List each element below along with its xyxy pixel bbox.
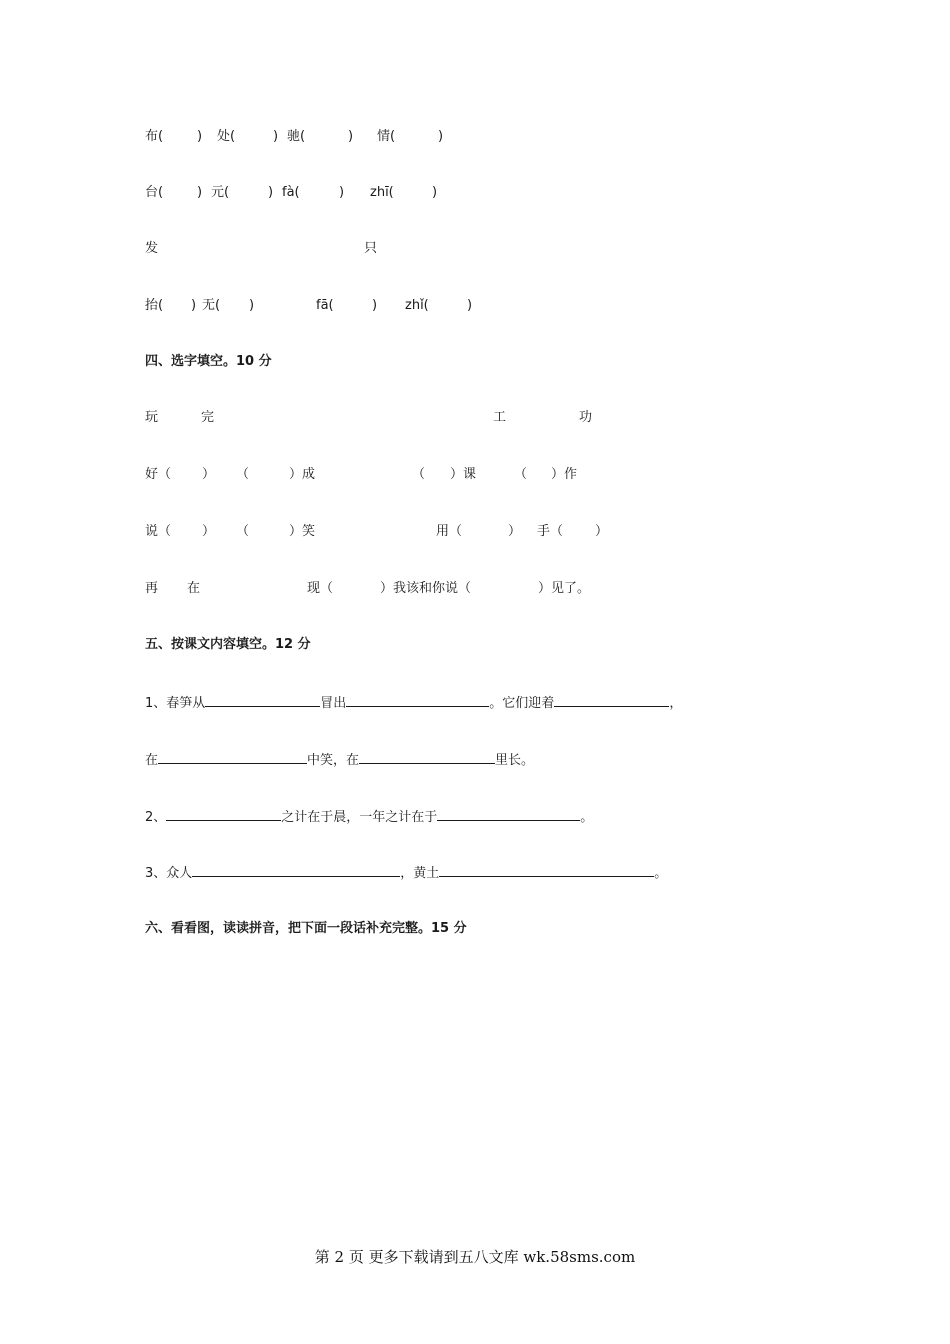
answer-blank[interactable] bbox=[359, 751, 495, 764]
text: 中笑，在 bbox=[307, 753, 360, 768]
text: 无( bbox=[202, 298, 221, 313]
answer-blank[interactable] bbox=[346, 694, 489, 707]
text: 好（ bbox=[145, 467, 172, 482]
text: fā( bbox=[316, 298, 334, 313]
text: （ bbox=[514, 467, 528, 482]
text: ）笑 bbox=[289, 524, 316, 539]
text: ）课 bbox=[450, 467, 477, 482]
text: 。 bbox=[580, 810, 594, 825]
text: ） bbox=[595, 524, 609, 539]
section-heading-6: 六、看看图，读读拼音，把下面一段话补充完整。15 分 bbox=[145, 921, 467, 936]
text: 功 bbox=[579, 410, 593, 425]
answer-blank[interactable] bbox=[437, 808, 580, 821]
text: 完 bbox=[201, 410, 215, 425]
text: 。它们迎着 bbox=[489, 696, 555, 711]
text: ） bbox=[202, 524, 216, 539]
text: 只 bbox=[364, 241, 378, 256]
text: ）我该和你说（ bbox=[380, 581, 472, 596]
section-heading-4: 四、选字填空。10 分 bbox=[145, 354, 272, 369]
text: ) bbox=[273, 129, 279, 144]
text: 。 bbox=[654, 866, 668, 881]
text: （ bbox=[412, 467, 426, 482]
answer-blank[interactable] bbox=[205, 694, 320, 707]
answer-blank[interactable] bbox=[439, 864, 654, 877]
text: ) bbox=[339, 185, 345, 200]
text: 1、春笋从 bbox=[145, 696, 206, 711]
text: （ bbox=[236, 467, 250, 482]
page-footer: 第 2 页 更多下载请到五八文库 wk.58sms.com bbox=[314, 1248, 636, 1266]
answer-blank[interactable] bbox=[554, 694, 669, 707]
fill-question-3 bbox=[145, 864, 667, 882]
text: ) bbox=[197, 185, 203, 200]
text: 情( bbox=[377, 129, 396, 144]
text: 发 bbox=[145, 241, 159, 256]
text: 说（ bbox=[145, 524, 172, 539]
text: 台( bbox=[145, 185, 164, 200]
text: 再 bbox=[145, 581, 159, 596]
text: ） bbox=[202, 467, 216, 482]
answer-blank[interactable] bbox=[158, 751, 307, 764]
text: ) bbox=[467, 298, 473, 313]
answer-blank[interactable] bbox=[166, 808, 281, 821]
text: ) bbox=[432, 185, 438, 200]
answer-blank[interactable] bbox=[192, 864, 400, 877]
text: ) bbox=[197, 129, 203, 144]
fill-question-2 bbox=[145, 808, 593, 826]
text: ) bbox=[249, 298, 255, 313]
text: fà( bbox=[282, 185, 300, 200]
text: ）成 bbox=[289, 467, 316, 482]
text: 在 bbox=[145, 753, 159, 768]
text: 在 bbox=[187, 581, 201, 596]
text: 手（ bbox=[537, 524, 564, 539]
text: 处( bbox=[217, 129, 236, 144]
text: 2、 bbox=[145, 810, 167, 825]
text: ， bbox=[669, 696, 683, 711]
text: ) bbox=[268, 185, 274, 200]
text: 驰( bbox=[287, 129, 306, 144]
text: 布( bbox=[145, 129, 164, 144]
text: 里长。 bbox=[495, 753, 535, 768]
text: 工 bbox=[493, 410, 507, 425]
text: ) bbox=[348, 129, 354, 144]
text: ) bbox=[372, 298, 378, 313]
text: zhǐ( bbox=[405, 298, 429, 313]
text: 之计在于晨，一年之计在于 bbox=[281, 810, 438, 825]
text: ) bbox=[438, 129, 444, 144]
section-heading-5: 五、按课文内容填空。12 分 bbox=[145, 637, 311, 652]
text: 玩 bbox=[145, 410, 159, 425]
text: ）见了。 bbox=[538, 581, 591, 596]
text: zhī( bbox=[370, 185, 394, 200]
text: 用（ bbox=[436, 524, 463, 539]
text: 3、众人 bbox=[145, 866, 193, 881]
text: 冒出 bbox=[320, 696, 347, 711]
text: （ bbox=[236, 524, 250, 539]
text: ，黄土 bbox=[400, 866, 440, 881]
text: 现（ bbox=[307, 581, 334, 596]
text: ） bbox=[508, 524, 522, 539]
fill-question-1b bbox=[145, 751, 534, 769]
text: ）作 bbox=[551, 467, 578, 482]
text: 抬( bbox=[145, 298, 164, 313]
text: 元( bbox=[211, 185, 230, 200]
fill-question-1a bbox=[145, 694, 682, 712]
text: ) bbox=[191, 298, 197, 313]
